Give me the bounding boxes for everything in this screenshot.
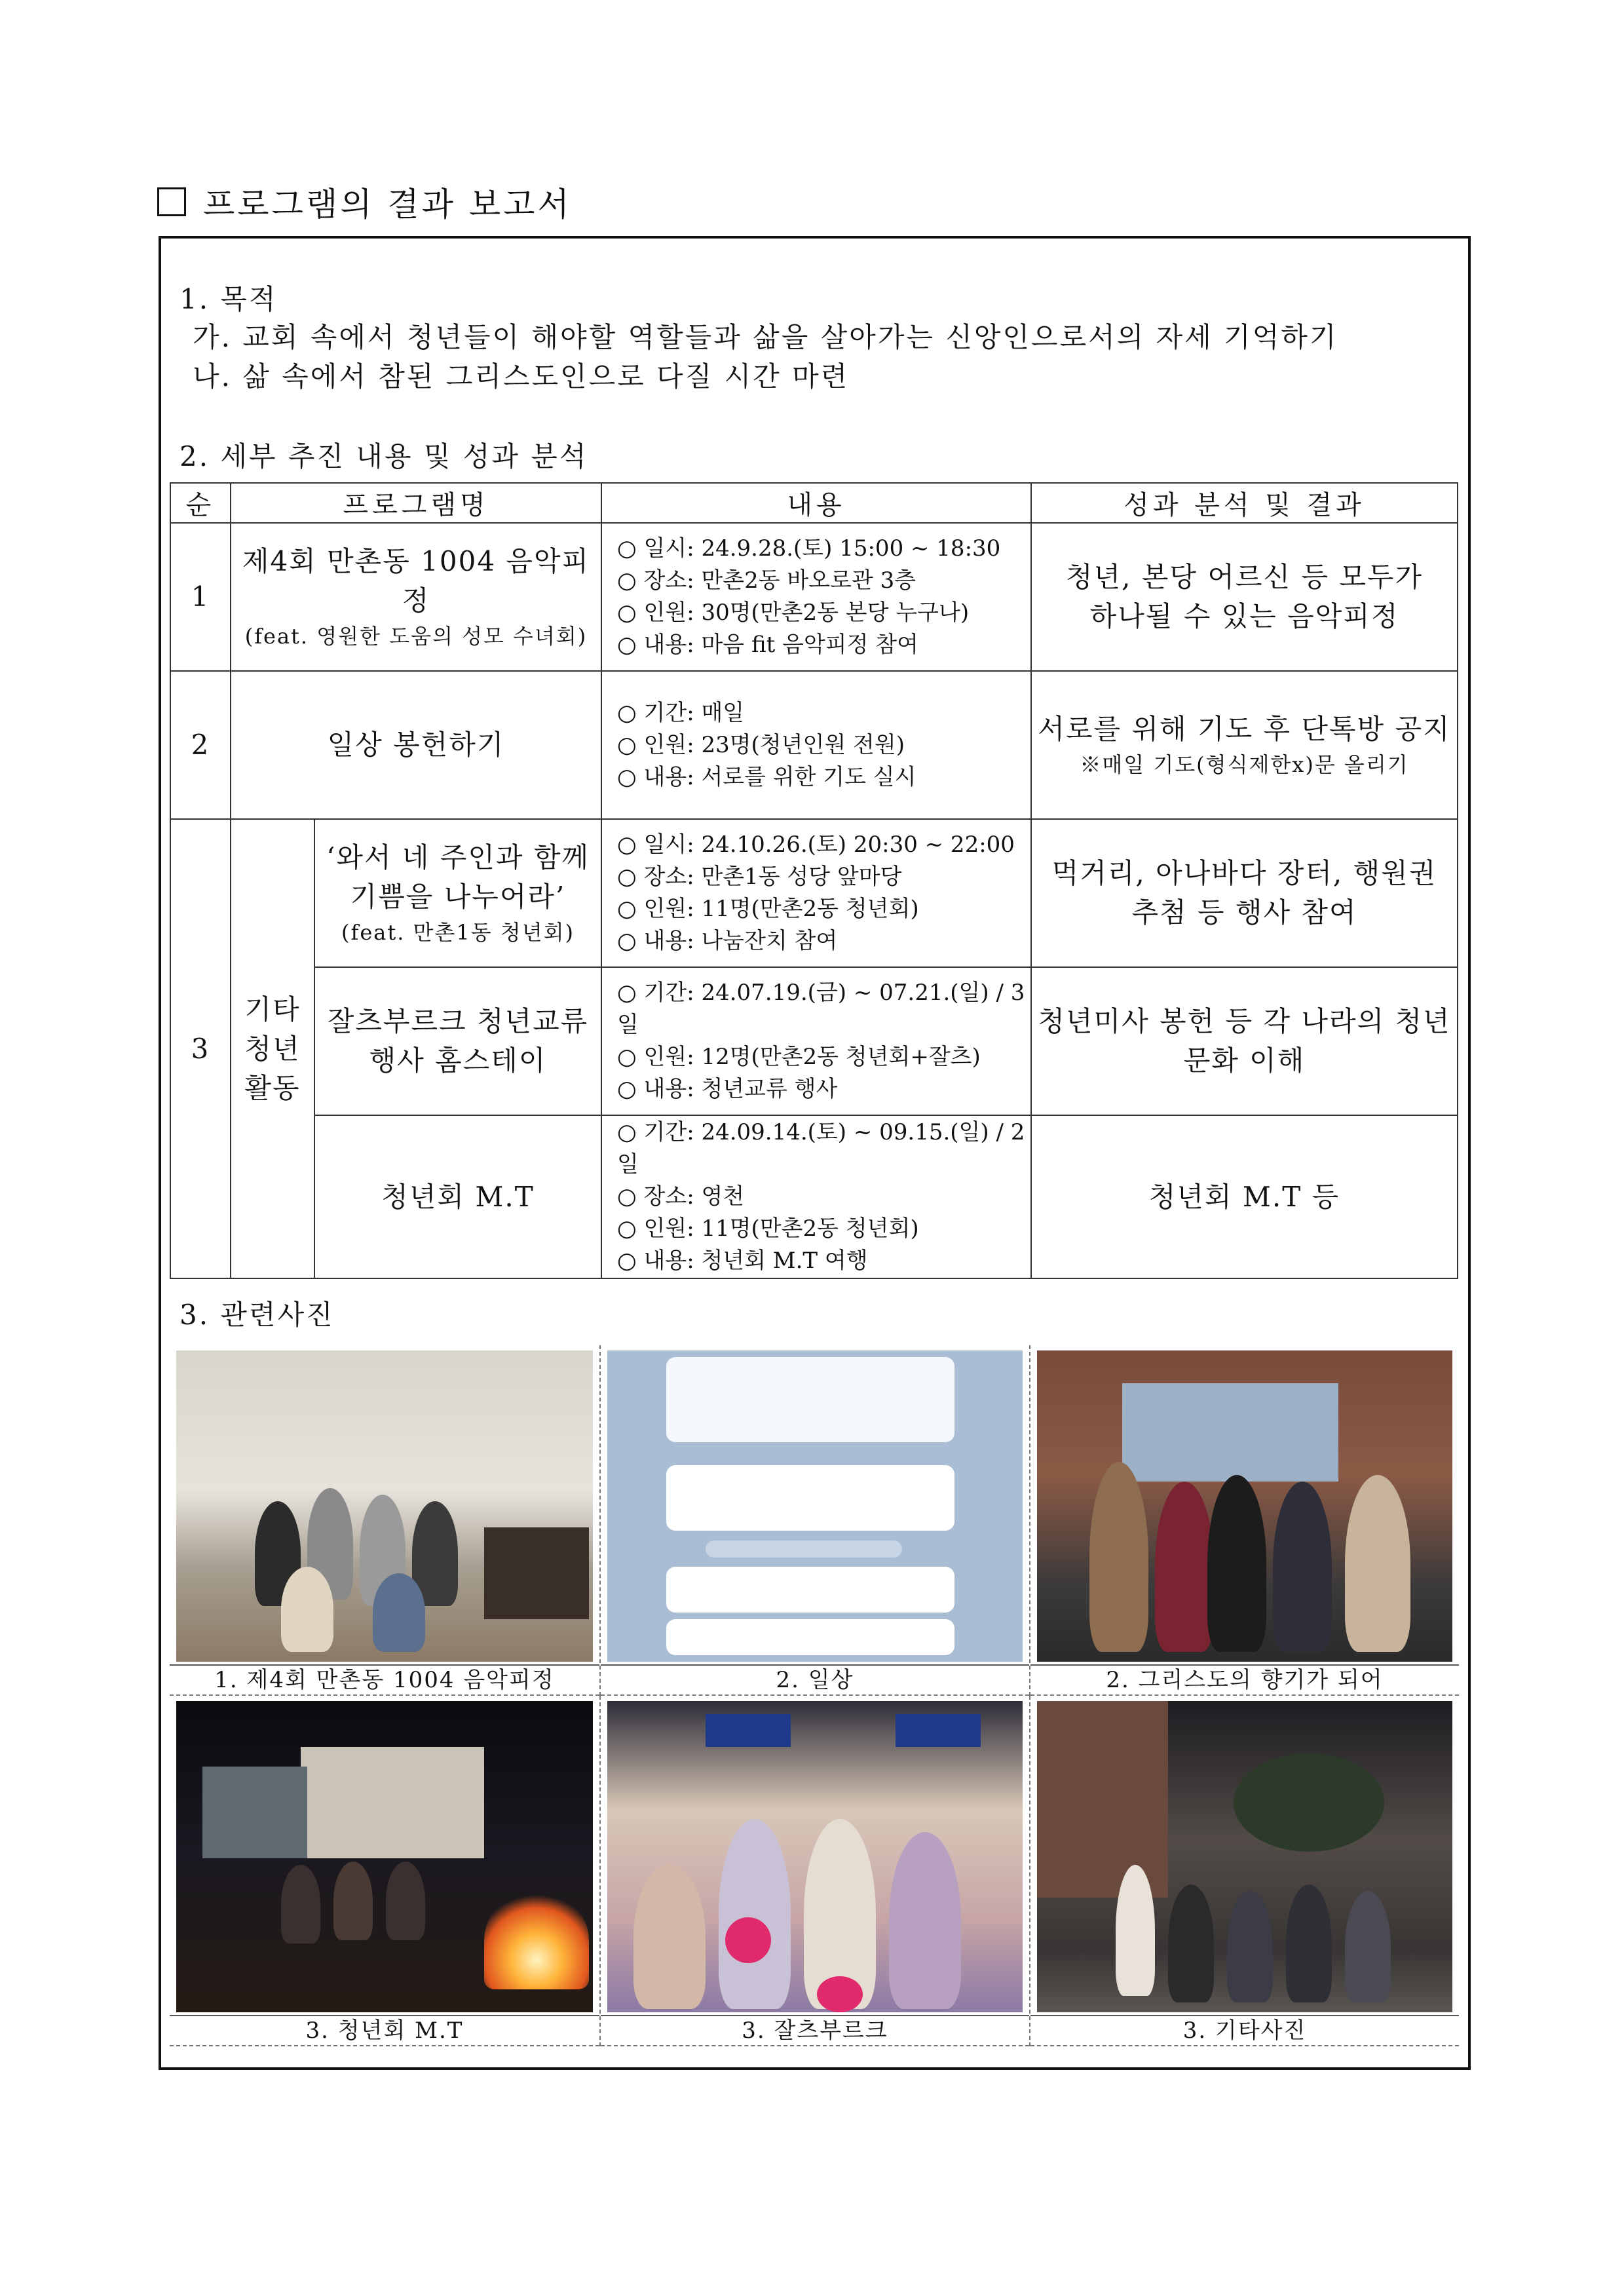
photo-cell xyxy=(599,1696,1029,2046)
objective-item: 나. 삶 속에서 참된 그리스도인으로 다질 시간 마련 xyxy=(193,360,850,392)
photo-caption: 3. 청년회 M.T xyxy=(170,2015,599,2046)
program-table xyxy=(170,482,1458,1279)
photo-grid xyxy=(170,1345,1460,2046)
program-name: 일상 봉헌하기 xyxy=(231,671,601,819)
photo-caption: 2. 그리스도의 향기가 되어 xyxy=(1030,1664,1459,1696)
detail-item: ○ 인원: 30명(만촌2동 본당 누구나) xyxy=(617,597,1030,629)
photo-caption: 1. 제4회 만촌동 1004 음악피정 xyxy=(170,1664,599,1696)
title-text: 프로그램의 결과 보고서 xyxy=(203,185,572,223)
program-name: ‘와서 네 주인과 함께 xyxy=(326,841,590,873)
content-cell xyxy=(601,523,1031,671)
detail-item: ○ 기간: 24.07.19.(금) ~ 07.21.(일) / 3일 xyxy=(617,977,1030,1041)
col-header-result: 성과 분석 및 결과 xyxy=(1031,483,1458,523)
program-name: 제4회 만촌동 1004 음악피정 xyxy=(242,545,590,617)
photo-bowling-salzburg xyxy=(607,1701,1023,2012)
detail-item: ○ 내용: 서로를 위한 기도 실시 xyxy=(617,761,1030,794)
program-name-cell xyxy=(314,967,601,1115)
photo-cell xyxy=(170,1696,599,2046)
col-header-program: 프로그램명 xyxy=(231,483,601,523)
program-name-sub: (feat. 만촌1동 청년회) xyxy=(341,920,575,945)
photo-row xyxy=(170,1696,1460,2046)
detail-item: ○ 장소: 만촌1동 성당 앞마당 xyxy=(617,861,1030,893)
table-header-row xyxy=(170,483,1458,523)
col-header-content: 내용 xyxy=(601,483,1031,523)
photo-group-street xyxy=(1037,1350,1452,1662)
table-row xyxy=(170,819,1458,967)
photo-caption: 3. 기타사진 xyxy=(1030,2015,1459,2046)
detail-item: ○ 일시: 24.9.28.(토) 15:00 ~ 18:30 xyxy=(617,533,1030,565)
result-line: 하나될 수 있는 음악피정 xyxy=(1089,600,1399,632)
group-label xyxy=(231,819,314,1278)
table-row xyxy=(170,523,1458,671)
program-name-cell xyxy=(231,523,601,671)
content-cell xyxy=(601,967,1031,1115)
detail-item: ○ 인원: 23명(청년인원 전원) xyxy=(617,729,1030,761)
photo-row xyxy=(170,1345,1460,1696)
result-cell xyxy=(1031,819,1458,967)
detail-item: ○ 기간: 매일 xyxy=(617,697,1030,729)
result-line: 먹거리, 아나바다 장터, 행원권 xyxy=(1051,857,1437,889)
content-cell xyxy=(601,819,1031,967)
group-label-line: 활동 xyxy=(244,1071,301,1104)
result-line: 청년, 본당 어르신 등 모두가 xyxy=(1065,561,1424,593)
detail-item: ○ 내용: 나눔잔치 참여 xyxy=(617,925,1030,957)
detail-item: ○ 내용: 청년교류 행사 xyxy=(617,1073,1030,1105)
result-cell xyxy=(1031,671,1458,819)
checkbox-icon xyxy=(157,187,186,216)
photo-group-night xyxy=(1037,1701,1452,2012)
photo-caption: 2. 일상 xyxy=(601,1664,1029,1696)
result-note: ※매일 기도(형식제한x)문 올리기 xyxy=(1080,752,1409,777)
row-number: 1 xyxy=(170,523,231,671)
result-line: 서로를 위해 기도 후 단톡방 공지 xyxy=(1038,713,1451,745)
row-number: 3 xyxy=(170,819,231,1278)
program-name-sub: (feat. 영원한 도움의 성모 수녀회) xyxy=(244,624,588,649)
detail-item: ○ 인원: 11명(만촌2동 청년회) xyxy=(617,1213,1030,1245)
photo-music-retreat xyxy=(176,1350,593,1662)
photo-cell xyxy=(170,1345,599,1696)
detail-item: ○ 기간: 24.09.14.(토) ~ 09.15.(일) / 2일 xyxy=(617,1117,1030,1181)
group-label-line: 기타 xyxy=(244,993,301,1025)
photo-caption: 3. 잘츠부르크 xyxy=(601,2015,1029,2046)
result-cell xyxy=(1031,967,1458,1115)
section2-heading: 2. 세부 추진 내용 및 성과 분석 xyxy=(179,440,588,472)
result-line: 문화 이해 xyxy=(1183,1044,1306,1077)
detail-item: ○ 내용: 마음 fit 음악피정 참여 xyxy=(617,629,1030,661)
program-name-cell xyxy=(314,819,601,967)
detail-item: ○ 내용: 청년회 M.T 여행 xyxy=(617,1245,1030,1277)
table-row xyxy=(170,1115,1458,1278)
document-title xyxy=(157,178,572,225)
content-cell xyxy=(601,671,1031,819)
photo-cell xyxy=(1029,1696,1459,2046)
result-line: 추첨 등 행사 참여 xyxy=(1131,896,1357,928)
result-line: 청년회 M.T 등 xyxy=(1031,1115,1458,1278)
program-name: 기쁨을 나누어라’ xyxy=(350,881,566,913)
photo-cell xyxy=(599,1345,1029,1696)
table-row xyxy=(170,671,1458,819)
group-label-line: 청년 xyxy=(244,1032,301,1065)
row-number: 2 xyxy=(170,671,231,819)
col-header-no: 순 xyxy=(170,483,231,523)
detail-item: ○ 장소: 만촌2동 바오로관 3층 xyxy=(617,565,1030,597)
detail-item: ○ 장소: 영천 xyxy=(617,1181,1030,1213)
photo-chat-screenshot xyxy=(607,1350,1023,1662)
photo-mt-campfire xyxy=(176,1701,593,2012)
program-name: 청년회 M.T xyxy=(314,1115,601,1278)
detail-item: ○ 인원: 11명(만촌2동 청년회) xyxy=(617,893,1030,925)
section3-heading: 3. 관련사진 xyxy=(179,1299,335,1331)
section1-heading: 1. 목적 xyxy=(179,283,278,315)
report-frame xyxy=(159,236,1471,2070)
content-cell xyxy=(601,1115,1031,1278)
program-name: 잘츠부르크 청년교류 xyxy=(327,1005,589,1037)
detail-item: ○ 인원: 12명(만촌2동 청년회+잘츠) xyxy=(617,1041,1030,1073)
table-row xyxy=(170,967,1458,1115)
objective-item: 가. 교회 속에서 청년들이 해야할 역할들과 삶을 살아가는 신앙인으로서의 자세 기억하기 xyxy=(193,321,1338,353)
detail-item: ○ 일시: 24.10.26.(토) 20:30 ~ 22:00 xyxy=(617,829,1030,861)
photo-cell xyxy=(1029,1345,1459,1696)
result-line: 청년미사 봉헌 등 각 나라의 청년 xyxy=(1038,1005,1451,1037)
result-cell xyxy=(1031,523,1458,671)
program-name: 행사 홈스테이 xyxy=(369,1044,547,1077)
